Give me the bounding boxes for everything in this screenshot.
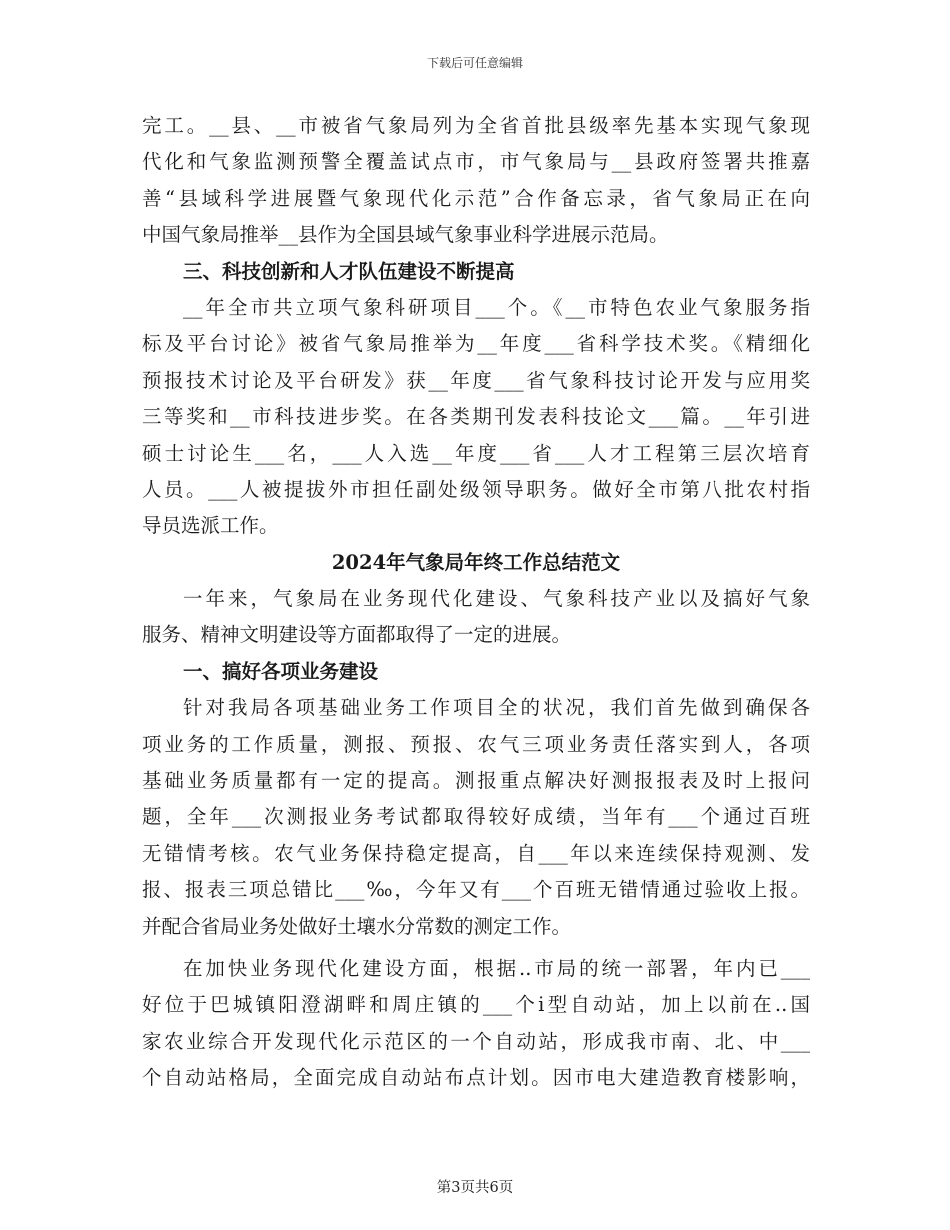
text-line: 报、报表三项总错比___‰，今年又有___个百班无错情通过验收上报。 — [142, 878, 810, 902]
section-heading: 一、搞好各项业务建设 — [183, 659, 379, 683]
text-line: 好位于巴城镇阳澄湖畔和周庄镇的___个i型自动站，加上以前在..国 — [142, 993, 810, 1017]
page-footer: 第3页共6页 — [436, 1180, 514, 1196]
text-line: 个自动站格局，全面完成自动站布点计划。因市电大建造教育楼影响， — [142, 1066, 810, 1090]
section-heading: 三、科技创新和人才队伍建设不断提高 — [183, 259, 515, 283]
document-body — [142, 108, 810, 1097]
text-line: 项业务的工作质量，测报、预报、农气三项业务责任落实到人，各项 — [142, 732, 810, 756]
page-header: 下载后可任意编辑 — [426, 56, 523, 70]
text-line: 针对我局各项基础业务工作项目全的状况，我们首先做到确保各 — [183, 696, 810, 720]
text-line: 中国气象局推举__县作为全国县域气象事业科学进展示范局。 — [142, 223, 669, 247]
text-line: 代化和气象监测预警全覆盖试点市，市气象局与__县政府签署共推嘉 — [142, 150, 810, 174]
text-line: 题，全年___次测报业务考试都取得较好成绩，当年有___个通过百班 — [142, 805, 810, 829]
text-line: 一年来，气象局在业务现代化建设、气象科技产业以及搞好气象 — [183, 587, 810, 611]
text-line: 三等奖和__市科技进步奖。在各类期刊发表科技论文___篇。__年引进 — [142, 405, 810, 429]
text-line: 善“县域科学进展暨气象现代化示范”合作备忘录，省气象局正在向 — [142, 186, 810, 210]
document-title: 2024年气象局年终工作总结范文 — [331, 550, 621, 574]
text-line: 无错情考核。农气业务保持稳定提高，自___年以来连续保持观测、发 — [142, 841, 810, 865]
text-line: 硕士讨论生___名，___人入选__年度___省___人才工程第三层次培育 — [142, 441, 810, 465]
text-line: 人员。___人被提拔外市担任副处级领导职务。做好全市第八批农村指 — [142, 477, 810, 501]
text-line: 家农业综合开发现代化示范区的一个自动站，形成我市南、北、中___ — [142, 1029, 810, 1053]
text-line: 完工。__县、__市被省气象局列为全省首批县级率先基本实现气象现 — [142, 114, 810, 137]
text-line: 标及平台讨论》被省气象局推举为__年度___省科学技术奖。《精细化 — [142, 332, 810, 356]
text-line: 基础业务质量都有一定的提高。测报重点解决好测报报表及时上报问 — [142, 769, 810, 793]
text-line: 并配合省局业务处做好土壤水分常数的测定工作。 — [142, 914, 572, 938]
text-line: 导员选派工作。 — [142, 514, 279, 538]
text-line: __年全市共立项气象科研项目___个。《__市特色农业气象服务指 — [183, 295, 810, 319]
text-line: 在加快业务现代化建设方面，根据..市局的统一部署，年内已___ — [183, 956, 810, 980]
text-line: 预报技术讨论及平台研发》获__年度___省气象科技讨论开发与应用奖 — [142, 368, 810, 392]
text-line: 服务、精神文明建设等方面都取得了一定的进展。 — [142, 623, 572, 647]
